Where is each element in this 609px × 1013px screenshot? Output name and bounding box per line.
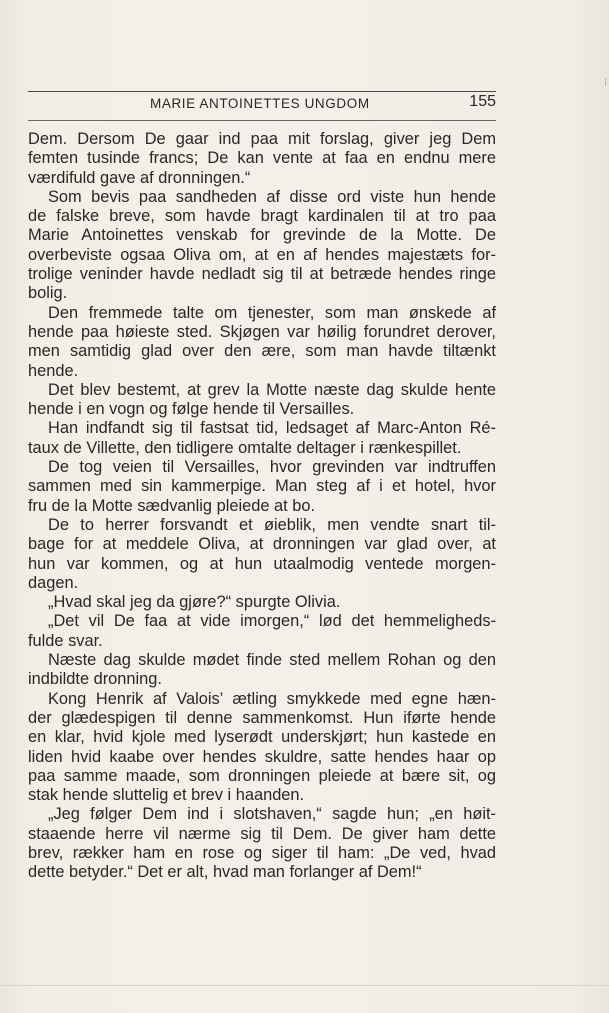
text-line: stak hende sluttelig et brev i haanden. [28, 786, 305, 805]
body-text [28, 130, 496, 883]
text-line: Dem. Dersom De gaar ind paa mit forslag, giver jeg Dem [28, 130, 496, 148]
page-number: 155 [469, 93, 496, 110]
text-line: taux de Villette, den tidligere omtalte deltager i rænkespillet. [28, 438, 462, 457]
text-line: De tog veien til Versailles, hvor grevinden var indtruffen [48, 458, 496, 477]
text-line: hende i en vogn og følge hende til Versailles. [28, 400, 355, 419]
text-line: men samtidig glad over den ære, som man havde tiltænkt [28, 342, 496, 361]
text-line: „Det vil De faa at vide imorgen,“ lød det hemmeligheds- [48, 612, 496, 631]
text-line: brev, rækker ham en rose og siger til ham: „De ved, hvad [28, 843, 496, 862]
text-line: værdifuld gave af dronningen.“ [28, 168, 251, 187]
text-line: fru de la Motte sædvanlig pleiede at bo. [28, 496, 316, 515]
text-line: Kong Henrik af Valois’ ætling smykkede med egne hæn- [48, 689, 496, 708]
text-line: „Hvad skal jeg da gjøre?“ spurgte Olivia. [48, 593, 341, 612]
text-line: Det blev bestemt, at grev la Motte næste dag skulde hente [48, 380, 496, 399]
text-line: sammen med sin kammerpige. Man steg af i et hotel, hvor [28, 477, 496, 496]
text-line: hende paa høieste sted. Skjøgen var høilig forundret derover, [28, 322, 496, 341]
text-line: hende. [28, 361, 79, 380]
text-line: Marie Antoinettes venskab for grevinde de la Motte. De [28, 226, 496, 245]
text-line: en klar, hvid kjole med lyserødt underskjørt; hun kastede en [28, 728, 496, 747]
text-line: De to herrer forsvandt et øieblik, men vendte snart til- [48, 515, 496, 534]
text-line: indbildte dronning. [28, 670, 162, 689]
text-line: Den fremmede talte om tjenester, som man ønskede af [48, 303, 496, 322]
text-line: de falske breve, som havde bragt kardinalen til at tro paa [28, 207, 496, 226]
text-line: Næste dag skulde mødet finde sted mellem Rohan og den [48, 651, 496, 670]
text-line: Som bevis paa sandheden af disse ord viste hun hende [48, 187, 496, 206]
text-line: staaende herre vil nærme sig til Dem. De giver ham dette [28, 824, 496, 843]
text-line: liden hvid kaabe over hendes skuldre, satte hendes haar op [28, 747, 496, 766]
text-line: overbeviste ogsaa Oliva om, at en af hendes majestæts for- [28, 245, 496, 264]
margin-mark [605, 78, 606, 86]
text-line: Han indfandt sig til fastsat tid, ledsaget af Marc-Anton Ré- [48, 419, 496, 438]
text-line: dagen. [28, 573, 79, 592]
text-line: der glædespigen til denne sammenkomst. Hun iførte hende [28, 708, 496, 727]
text-line: dette betyder.“ Det er alt, hvad man forlanger af Dem!“ [28, 863, 422, 882]
text-line: trolige veninder havde nedladt sig til at betræde hendes ringe [28, 265, 496, 284]
text-line: paa samme maade, som dronningen pleiede at bære sit, og [28, 766, 496, 785]
running-title: MARIE ANTOINETTES UNGDOM [150, 96, 370, 111]
page-header [28, 91, 496, 121]
text-line: hun var kommen, og at hun utaalmodig ventede morgen- [28, 554, 496, 573]
text-line: bolig. [28, 284, 68, 303]
text-line: femten tusinde francs; De kan vente at faa en endnu mere [28, 149, 496, 168]
text-line: „Jeg følger Dem ind i slotshaven,“ sagde hun; „en høit- [48, 805, 496, 824]
text-line: fulde svar. [28, 631, 103, 650]
page-edge-line [0, 985, 609, 986]
text-line: bage for at meddele Oliva, at dronningen var glad over, at [28, 535, 496, 554]
